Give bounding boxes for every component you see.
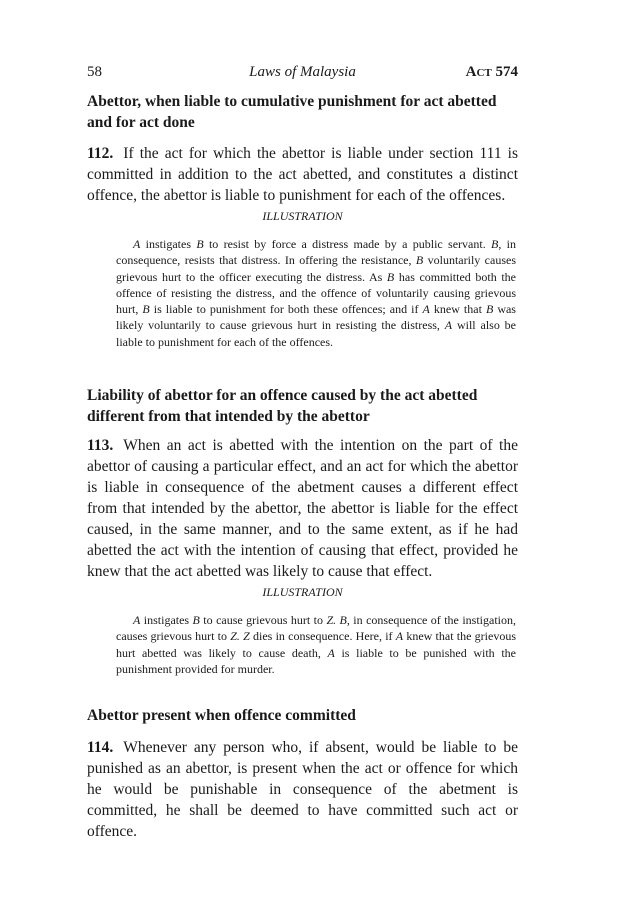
italic-run: A [327, 645, 335, 660]
section-113-body: When an act is abetted with the intention on the part of the abettor of causing a particular effect, and an act for which the abettor is liable in consequence of the abetment causes a different effect from that intended by the abettor, the abettor is liable for the effect caused, in the same manner, and to the same extent, as if he had abetted the act with the intention of causing that effect, provided he knew that the act abetted was likely to cause that effect. [87, 437, 518, 580]
section-114-heading: Abettor present when offence committed [87, 707, 356, 724]
section-114-body: Whenever any person who, if absent, would be liable to be punished as an abettor, is present when the act or offence for which he would be punishable in consequence of the abetment is committed, he shall be deemed to have committed such act or offence. [87, 739, 518, 840]
italic-run: A [395, 629, 404, 644]
page-number: 58 [87, 64, 102, 80]
text-run: dies in consequence. Here, if [249, 629, 396, 644]
italic-run: Z. Z [230, 629, 250, 644]
section-113-illustration-title: ILLUSTRATION [262, 585, 343, 599]
text-run: voluntarily causes grievous hurt to the officer executing the distress. As [116, 253, 516, 284]
section-112-illustration-title: ILLUSTRATION [262, 209, 343, 223]
running-title: Laws of Malaysia [249, 64, 356, 80]
section-113-text [87, 435, 518, 582]
section-112-body: If the act for which the abettor is liable under section 111 is committed in addition to the act abetted, and constitutes a distinct offence, the abettor is liable to punishment for each of the offences. [87, 145, 518, 204]
text-run: knew that the grievous hurt abetted was likely to cause death, [116, 629, 516, 660]
text-run: instigates [140, 613, 193, 627]
illustration-text [116, 612, 516, 677]
italic-run: A [422, 302, 430, 317]
act-smallcaps: CT [476, 67, 492, 79]
section-113-number: 113. [87, 437, 114, 454]
text-run: knew that [429, 302, 486, 317]
italic-run: B [485, 302, 494, 317]
section-114-number: 114. [87, 739, 114, 756]
italic-run: A [444, 318, 453, 333]
act-number [466, 64, 518, 81]
illustration-text [116, 236, 516, 350]
text-run: , in consequence, resists that distress. In offering the resistance, [116, 237, 517, 268]
italic-run: B [491, 237, 499, 251]
text-run: to cause grievous hurt to [199, 613, 327, 627]
italic-run: A [133, 613, 141, 627]
act-number-value: 574 [491, 64, 518, 80]
act-prefix: A [465, 64, 477, 80]
section-112-text [87, 143, 518, 206]
italic-run: B [196, 237, 204, 251]
italic-run: A [133, 237, 141, 251]
text-run: has committed both the offence of resisting the distress, and the offence of voluntarily causing grievous hurt, [116, 269, 517, 317]
text-run: , in consequence of the instigation, causes grievous hurt to [116, 613, 516, 644]
text-run: is liable to be punished with the punishment provided for murder. [116, 645, 516, 676]
italic-run: B [415, 253, 424, 268]
running-header [87, 64, 518, 84]
italic-run: B [386, 269, 395, 284]
text-run: is liable to punishment for both these offences; and if [149, 302, 423, 317]
text-run: will also be liable to punishment for each of the offences. [116, 318, 516, 349]
section-112-illustration [116, 236, 516, 350]
text-run: to resist by force a distress made by a public servant. [203, 237, 492, 251]
text-run: was likely voluntarily to cause grievous hurt in resisting the distress, [116, 302, 516, 333]
italic-run: B [142, 302, 150, 317]
italic-run: B [192, 613, 200, 627]
section-114-text [87, 737, 518, 842]
section-112-heading: Abettor, when liable to cumulative punishment for act abetted and for act done [87, 93, 497, 131]
section-113-heading: Liability of abettor for an offence caused by the act abetted different from that intended by the abettor [87, 387, 478, 425]
italic-run: Z. B [326, 613, 347, 627]
section-113-illustration [116, 612, 516, 677]
text-run: instigates [140, 237, 197, 251]
section-112-number: 112. [87, 145, 114, 162]
